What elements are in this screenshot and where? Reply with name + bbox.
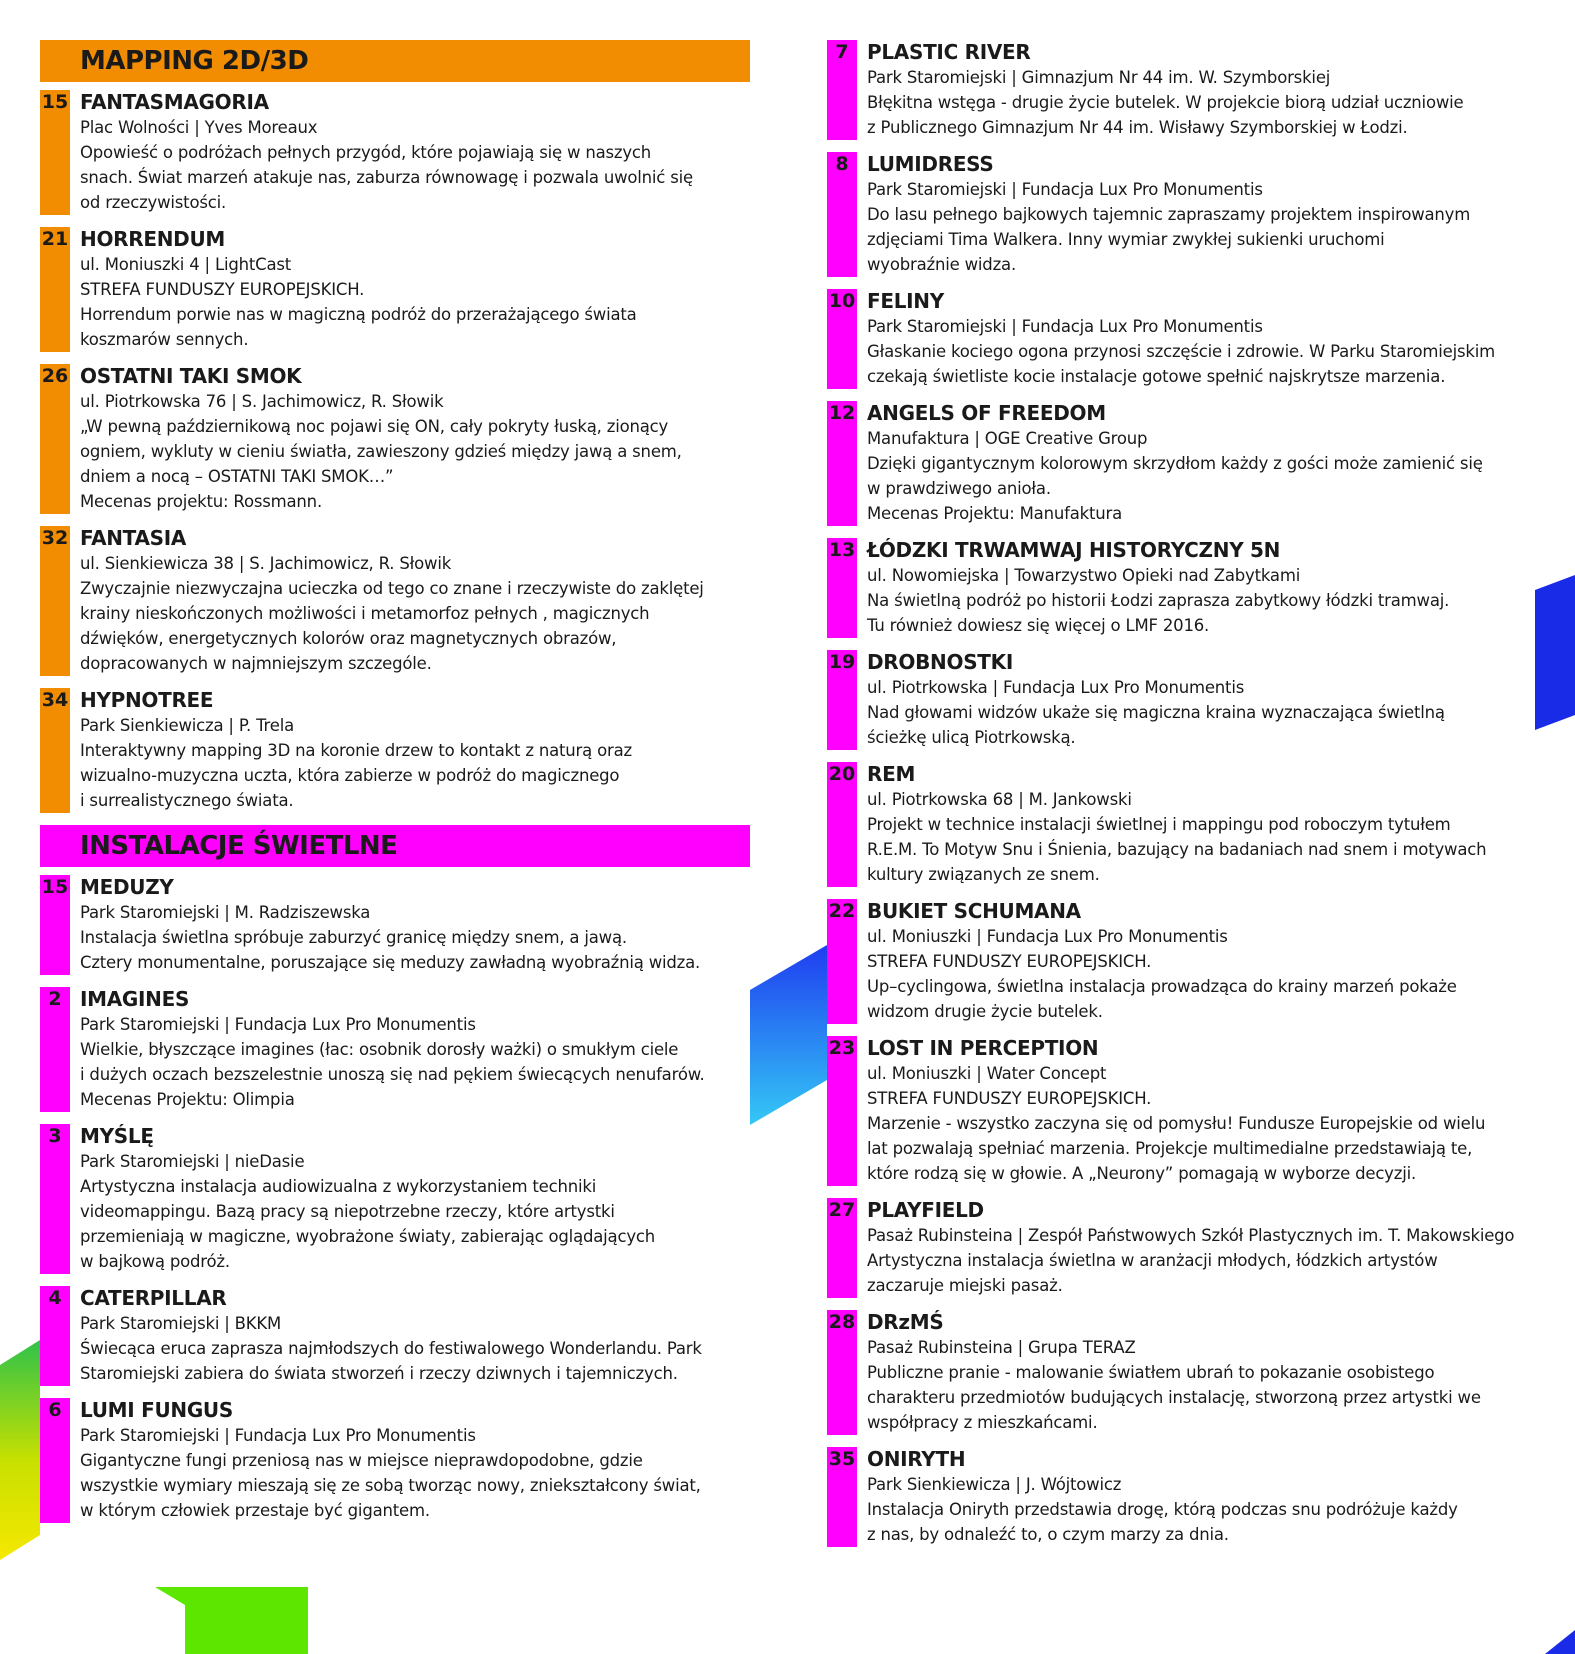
- program-entry: [40, 1398, 750, 1523]
- entry-description-line: ogniem, wykluty w cieniu światła, zawieszony gdzieś między jawą a snem,: [80, 442, 682, 461]
- entry-location-author: ul. Piotrkowska | Fundacja Lux Pro Monumentis: [867, 678, 1245, 697]
- entry-description-line: Publiczne pranie - malowanie światłem ubrań to pokazanie osobistego: [867, 1363, 1435, 1382]
- entry-body: [867, 762, 1547, 887]
- entry-description-line: Błękitna wstęga - drugie życie butelek. W projekcie biorą udział uczniowie: [867, 93, 1464, 112]
- program-entry: [827, 650, 1547, 750]
- green-yellow-shape-left: [0, 1340, 40, 1560]
- entry-description-line: „W pewną październikową noc pojawi się ON, cały pokryty łuską, zionący: [80, 417, 669, 436]
- entry-body: [80, 1398, 750, 1523]
- entry-number: 35: [827, 1447, 857, 1547]
- entry-description-line: Marzenie - wszystko zaczyna się od pomysłu! Fundusze Europejskie od wielu: [867, 1114, 1486, 1133]
- entry-body: [867, 289, 1547, 389]
- entry-description-line: Świecąca eruca zaprasza najmłodszych do festiwalowego Wonderlandu. Park: [80, 1339, 702, 1358]
- entry-body: [80, 227, 750, 352]
- entry-title: DRzMŚ: [867, 1310, 944, 1334]
- entry-location-author: ul. Moniuszki | Water Concept: [867, 1064, 1107, 1083]
- program-entry: [40, 90, 750, 215]
- entry-location-author: Park Staromiejski | Fundacja Lux Pro Monumentis: [80, 1015, 476, 1034]
- entry-number: 6: [40, 1398, 70, 1523]
- entry-description-line: Projekt w technice instalacji świetlnej i mappingu pod roboczym tytułem: [867, 815, 1451, 834]
- entry-number: 27: [827, 1198, 857, 1298]
- entry-body: [867, 899, 1547, 1024]
- entry-title: PLASTIC RIVER: [867, 40, 1031, 64]
- entry-location-author: Park Sienkiewicza | P. Trela: [80, 716, 295, 735]
- entry-description-line: STREFA FUNDUSZY EUROPEJSKICH.: [867, 1089, 1152, 1108]
- program-entry: [827, 1198, 1547, 1298]
- green-shape-bottom: [155, 1587, 308, 1654]
- entry-title: FELINY: [867, 289, 944, 313]
- entry-description-line: koszmarów sennych.: [80, 330, 249, 349]
- entry-description-line: snach. Świat marzeń atakuje nas, zaburza równowagę i pozwala uwolnić się: [80, 168, 693, 187]
- left-column: [40, 40, 750, 1535]
- entry-title: LOST IN PERCEPTION: [867, 1036, 1099, 1060]
- entry-location-author: Park Staromiejski | Fundacja Lux Pro Monumentis: [867, 317, 1263, 336]
- entry-title: HORRENDUM: [80, 227, 225, 251]
- entry-location-author: Park Sienkiewicza | J. Wójtowicz: [867, 1475, 1122, 1494]
- entry-description-line: czekają świetliste kocie instalacje gotowe spełnić najskrytsze marzenia.: [867, 367, 1446, 386]
- entry-description-line: STREFA FUNDUSZY EUROPEJSKICH.: [867, 952, 1152, 971]
- program-entry: [40, 875, 750, 975]
- entry-description-line: kultury związanych ze snem.: [867, 865, 1100, 884]
- entry-number: 10: [827, 289, 857, 389]
- entry-description-line: Wielkie, błyszczące imagines (łac: osobnik dorosły ważki) o smukłym ciele: [80, 1040, 679, 1059]
- entry-description-line: wizualno-muzyczna uczta, która zabierze w podróż do magicznego: [80, 766, 620, 785]
- entry-body: [867, 1036, 1547, 1186]
- entry-location-author: Pasaż Rubinsteina | Zespół Państwowych Szkół Plastycznych im. T. Makowskiego: [867, 1226, 1515, 1245]
- entry-description-line: widzom drugie życie butelek.: [867, 1002, 1103, 1021]
- entry-description-line: i surrealistycznego świata.: [80, 791, 294, 810]
- entry-location-author: Park Staromiejski | M. Radziszewska: [80, 903, 371, 922]
- entry-title: HYPNOTREE: [80, 688, 214, 712]
- program-entry: [827, 899, 1547, 1024]
- entry-location-author: Manufaktura | OGE Creative Group: [867, 429, 1148, 448]
- entry-title: OSTATNI TAKI SMOK: [80, 364, 302, 388]
- entry-title: BUKIET SCHUMANA: [867, 899, 1081, 923]
- entry-body: [80, 90, 750, 215]
- entry-title: MEDUZY: [80, 875, 174, 899]
- program-entry: [40, 1124, 750, 1274]
- entry-description-line: od rzeczywistości.: [80, 193, 227, 212]
- entry-description-line: w którym człowiek przestaje być gigantem.: [80, 1501, 430, 1520]
- entry-title: IMAGINES: [80, 987, 190, 1011]
- entry-location-author: ul. Nowomiejska | Towarzystwo Opieki nad Zabytkami: [867, 566, 1301, 585]
- entry-title: PLAYFIELD: [867, 1198, 984, 1222]
- program-entry: [40, 1286, 750, 1386]
- entry-location-author: Pasaż Rubinsteina | Grupa TERAZ: [867, 1338, 1136, 1357]
- entry-location-author: Park Staromiejski | Fundacja Lux Pro Monumentis: [867, 180, 1263, 199]
- right-column: [827, 40, 1547, 1559]
- entry-description-line: Dzięki gigantycznym kolorowym skrzydłom każdy z gości może zamienić się: [867, 454, 1483, 473]
- entry-number: 15: [40, 90, 70, 215]
- entry-number: 19: [827, 650, 857, 750]
- entry-description-line: Mecenas Projektu: Olimpia: [80, 1090, 295, 1109]
- entry-description-line: Mecenas projektu: Rossmann.: [80, 492, 322, 511]
- entry-description-line: wszystkie wymiary mieszają się ze sobą tworząc nowy, zniekształcony świat,: [80, 1476, 701, 1495]
- entry-description-line: w bajkową podróż.: [80, 1252, 230, 1271]
- entry-description-line: wyobraźnie widza.: [867, 255, 1016, 274]
- entry-body: [867, 40, 1547, 140]
- entry-body: [80, 1286, 750, 1386]
- entry-number: 20: [827, 762, 857, 887]
- entry-number: 26: [40, 364, 70, 514]
- entry-title: ANGELS OF FREEDOM: [867, 401, 1106, 425]
- entry-description-line: Zwyczajnie niezwyczajna ucieczka od tego co znane i rzeczywiste do zaklętej: [80, 579, 704, 598]
- entry-title: DROBNOSTKI: [867, 650, 1013, 674]
- entry-description-line: Na świetlną podróż po historii Łodzi zaprasza zabytkowy łódzki tramwaj.: [867, 591, 1450, 610]
- entry-description-line: STREFA FUNDUSZY EUROPEJSKICH.: [80, 280, 365, 299]
- entry-number: 15: [40, 875, 70, 975]
- entry-body: [867, 650, 1547, 750]
- entry-number: 34: [40, 688, 70, 813]
- program-entry: [40, 227, 750, 352]
- program-entry: [827, 401, 1547, 526]
- entry-number: 22: [827, 899, 857, 1024]
- entry-description-line: Tu również dowiesz się więcej o LMF 2016.: [867, 616, 1210, 635]
- entry-title: FANTASIA: [80, 526, 187, 550]
- entry-number: 13: [827, 538, 857, 638]
- entry-description-line: ścieżkę ulicą Piotrkowską.: [867, 728, 1076, 747]
- entry-body: [80, 1124, 750, 1274]
- entry-title: ŁÓDZKI TRWAMWAJ HISTORYCZNY 5N: [867, 538, 1281, 562]
- entry-description-line: Up–cyclingowa, świetlna instalacja prowadząca do krainy marzeń pokaże: [867, 977, 1457, 996]
- entry-description-line: Artystyczna instalacja audiowizualna z wykorzystaniem techniki: [80, 1177, 597, 1196]
- entry-description-line: dźwięków, energetycznych kolorów oraz magnetycznych obrazów,: [80, 629, 617, 648]
- entry-description-line: Instalacja Oniryth przedstawia drogę, którą podczas snu podróżuje każdy: [867, 1500, 1458, 1519]
- entry-number: 28: [827, 1310, 857, 1435]
- section-header: INSTALACJE ŚWIETLNE: [40, 825, 750, 867]
- entry-location-author: Park Staromiejski | Fundacja Lux Pro Monumentis: [80, 1426, 476, 1445]
- entry-description-line: Nad głowami widzów ukaże się magiczna kraina wyznaczająca świetlną: [867, 703, 1445, 722]
- entry-title: ONIRYTH: [867, 1447, 966, 1471]
- entry-body: [80, 364, 750, 514]
- program-entry: [40, 987, 750, 1112]
- entry-number: 23: [827, 1036, 857, 1186]
- entry-location-author: Park Staromiejski | nieDasie: [80, 1152, 305, 1171]
- program-entry: [40, 364, 750, 514]
- entry-location-author: ul. Moniuszki 4 | LightCast: [80, 255, 292, 274]
- entry-description-line: które rodzą się w głowie. A „Neurony” pomagają w wyborze decyzji.: [867, 1164, 1417, 1183]
- entry-number: 2: [40, 987, 70, 1112]
- entry-number: 21: [40, 227, 70, 352]
- entry-description-line: przemieniają w magiczne, wyobrażone światy, zabierając oglądających: [80, 1227, 656, 1246]
- entry-location-author: Park Staromiejski | BKKM: [80, 1314, 282, 1333]
- entry-number: 4: [40, 1286, 70, 1386]
- entry-title: REM: [867, 762, 916, 786]
- entry-title: LUMI FUNGUS: [80, 1398, 233, 1422]
- entry-body: [867, 152, 1547, 277]
- entry-description-line: z nas, by odnaleźć to, o czym marzy za dnia.: [867, 1525, 1229, 1544]
- entry-description-line: Gigantyczne fungi przeniosą nas w miejsce nieprawdopodobne, gdzie: [80, 1451, 643, 1470]
- entry-description-line: dniem a nocą – OSTATNI TAKI SMOK…”: [80, 467, 394, 486]
- entry-description-line: Cztery monumentalne, poruszające się meduzy zawładną wyobraźnią widza.: [80, 953, 701, 972]
- entry-description-line: w prawdziwego anioła.: [867, 479, 1051, 498]
- entry-body: [80, 526, 750, 676]
- entry-description-line: Opowieść o podróżach pełnych przygód, które pojawiają się w naszych: [80, 143, 652, 162]
- entry-body: [867, 1447, 1547, 1547]
- entry-description-line: R.E.M. To Motyw Snu i Śnienia, bazujący na badaniach nad snem i motywach: [867, 840, 1487, 859]
- entry-description-line: Interaktywny mapping 3D na koronie drzew to kontakt z naturą oraz: [80, 741, 632, 760]
- blue-shape-corner: [1545, 1630, 1575, 1654]
- entry-location-author: ul. Sienkiewicza 38 | S. Jachimowicz, R. Słowik: [80, 554, 452, 573]
- entry-description-line: Artystyczna instalacja świetlna w aranżacji młodych, łódzkich artystów: [867, 1251, 1438, 1270]
- entry-description-line: i dużych oczach bezszelestnie unoszą się nad pękiem świecących nenufarów.: [80, 1065, 705, 1084]
- entry-description-line: współpracy z mieszkańcami.: [867, 1413, 1098, 1432]
- entry-description-line: Mecenas Projektu: Manufaktura: [867, 504, 1122, 523]
- program-entry: [827, 289, 1547, 389]
- program-entry: [827, 152, 1547, 277]
- entry-location-author: ul. Moniuszki | Fundacja Lux Pro Monumentis: [867, 927, 1228, 946]
- entry-body: [867, 401, 1547, 526]
- entry-description-line: lat pozwalają spełniać marzenia. Projekcje multimedialne przedstawiają te,: [867, 1139, 1473, 1158]
- program-entry: [40, 526, 750, 676]
- entry-description-line: Staromiejski zabiera do świata stworzeń i rzeczy dziwnych i tajemniczych.: [80, 1364, 678, 1383]
- entry-number: 12: [827, 401, 857, 526]
- entry-description-line: dopracowanych w najmniejszym szczególe.: [80, 654, 432, 673]
- entry-description-line: zaczaruje miejski pasaż.: [867, 1276, 1063, 1295]
- entry-description-line: krainy nieskończonych możliwości i metamorfoz pełnych , magicznych: [80, 604, 650, 623]
- section-header: MAPPING 2D/3D: [40, 40, 750, 82]
- entry-description-line: charakteru przedmiotów budujących instalację, stworzoną przez artystki we: [867, 1388, 1481, 1407]
- entry-description-line: Instalacja świetlna spróbuje zaburzyć granicę między snem, a jawą.: [80, 928, 627, 947]
- program-entry: [827, 1036, 1547, 1186]
- entry-title: LUMIDRESS: [867, 152, 994, 176]
- program-entry: [827, 538, 1547, 638]
- entry-title: CATERPILLAR: [80, 1286, 227, 1310]
- entry-number: 3: [40, 1124, 70, 1274]
- entry-location-author: ul. Piotrkowska 68 | M. Jankowski: [867, 790, 1132, 809]
- entry-description-line: zdjęciami Tima Walkera. Inny wymiar zwykłej sukienki uruchomi: [867, 230, 1385, 249]
- program-entry: [827, 40, 1547, 140]
- blue-shape-center: [750, 945, 827, 1125]
- program-entry: [827, 1310, 1547, 1435]
- program-entry: [827, 762, 1547, 887]
- entry-description-line: Głaskanie kociego ogona przynosi szczęście i zdrowie. W Parku Staromiejskim: [867, 342, 1495, 361]
- entry-number: 8: [827, 152, 857, 277]
- entry-number: 32: [40, 526, 70, 676]
- program-entry: [827, 1447, 1547, 1547]
- entry-location-author: ul. Piotrkowska 76 | S. Jachimowicz, R. Słowik: [80, 392, 444, 411]
- entry-description-line: Do lasu pełnego bajkowych tajemnic zapraszamy projektem inspirowanym: [867, 205, 1471, 224]
- entry-body: [867, 1198, 1547, 1298]
- entry-description-line: z Publicznego Gimnazjum Nr 44 im. Wisławy Szymborskiej w Łodzi.: [867, 118, 1408, 137]
- entry-body: [867, 1310, 1547, 1435]
- entry-body: [80, 875, 750, 975]
- entry-body: [80, 688, 750, 813]
- entry-title: FANTASMAGORIA: [80, 90, 269, 114]
- entry-body: [867, 538, 1547, 638]
- entry-description-line: videomappingu. Bazą pracy są niepotrzebne rzeczy, które artystki: [80, 1202, 615, 1221]
- entry-body: [80, 987, 750, 1112]
- entry-location-author: Park Staromiejski | Gimnazjum Nr 44 im. W. Szymborskiej: [867, 68, 1331, 87]
- entry-number: 7: [827, 40, 857, 140]
- entry-location-author: Plac Wolności | Yves Moreaux: [80, 118, 318, 137]
- entry-description-line: Horrendum porwie nas w magiczną podróż do przerażającego świata: [80, 305, 637, 324]
- program-entry: [40, 688, 750, 813]
- entry-title: MYŚLĘ: [80, 1124, 154, 1148]
